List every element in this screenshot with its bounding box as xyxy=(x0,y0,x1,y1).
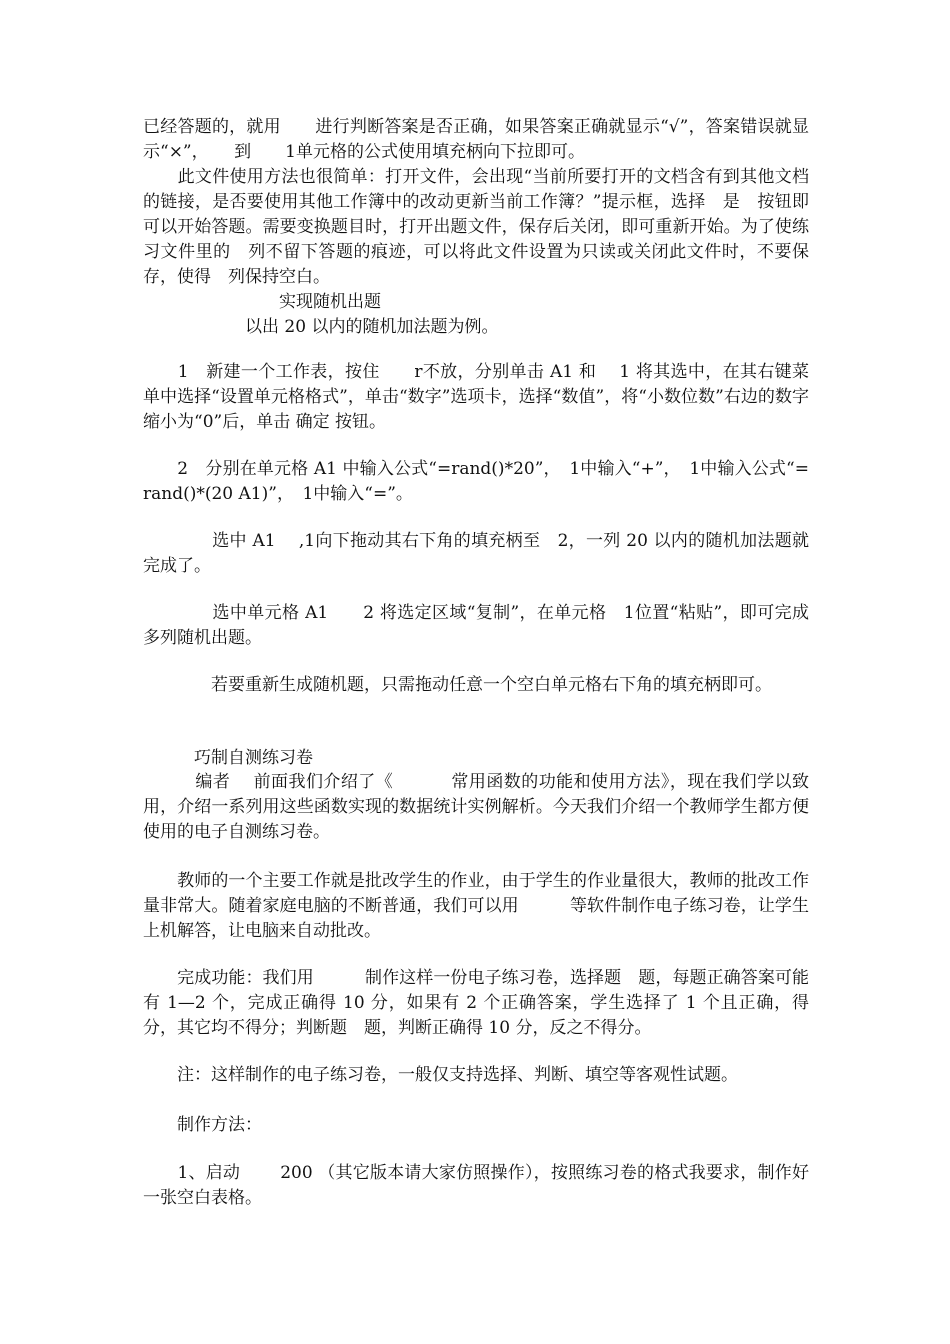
paragraph-regenerate: 若要重新生成随机题，只需拖动任意一个空白单元格右下角的填充柄即可。 xyxy=(143,675,772,695)
paragraph-step-1: 1 新建一个工作表，按住 r不放，分别单击 A1 和 1 将其选中，在其右键菜单中选择“设置单元格格式”，单击“数字”选项卡，选择“数值”，将“小数位数”右边的数字缩小为“0”后，单击 确定 按钮。 xyxy=(143,362,809,432)
paragraph-step-2: 2 分别在单元格 A1 中输入公式“=rand()*20”， 1中输入“+”， 1中输入公式“=rand()*(20 A1)”， 1中输入“=”。 xyxy=(143,459,809,504)
paragraph-method-step-1: 1、启动 200 （其它版本请大家仿照操作），按照练习卷的格式我要求，制作好一张空白表格。 xyxy=(143,1163,809,1208)
paragraph-usage: 此文件使用方法也很简单：打开文件，会出现“当前所要打开的文档含有到其他文档的链接，是否要使用其他工作簿中的改动更新当前工作簿？”提示框，选择 是 按钮即可以开始答题。需要变换题目时，打开出题文件，保存后关闭，即可重新开始。为了使练习文件里的 列不留下答题的痕迹，可以将此文件设置为只读或关闭此文件时，不要保存，使得 列保持空白。 xyxy=(143,167,809,287)
heading-random-questions: 实现随机出题 xyxy=(143,292,381,312)
paragraph-editor-note: 编者 前面我们介绍了《 常用函数的功能和使用方法》，现在我们学以致用，介绍一系列用这些函数实现的数据统计实例解析。今天我们介绍一个教师学生都方便使用的电子自测练习卷。 xyxy=(143,772,809,842)
paragraph-step-4: 选中单元格 A1 2 将选定区域“复制”，在单元格 1位置“粘贴”，即可完成多列随机出题。 xyxy=(143,603,809,648)
paragraph-functions: 完成功能：我们用 制作这样一份电子练习卷，选择题 题，每题正确答案可能有 1—2 个，完成正确得 10 分，如果有 2 个正确答案，学生选择了 1 个且正确，得 分，其它均不得分；判断题 题，判断正确得 10 分，反之不得分。 xyxy=(143,968,826,1038)
paragraph-answer-check: 已经答题的，就用 进行判断答案是否正确，如果答案正确就显示“√”，答案错误就显示“×”， 到 1单元格的公式使用填充柄向下拉即可。 xyxy=(143,117,809,162)
heading-self-test: 巧制自测练习卷 xyxy=(143,748,313,768)
paragraph-step-3: 选中 A1 ,1向下拖动其右下角的填充柄至 2，一列 20 以内的随机加法题就完成了。 xyxy=(143,531,809,576)
paragraph-example-intro: 以出 20 以内的随机加法题为例。 xyxy=(143,317,499,337)
heading-method: 制作方法： xyxy=(143,1115,262,1135)
paragraph-teacher-work: 教师的一个主要工作就是批改学生的作业，由于学生的作业量很大，教师的批改工作量非常大。随着家庭电脑的不断普通，我们可以用 等软件制作电子练习卷，让学生上机解答，让电脑来自动批改。 xyxy=(143,871,809,941)
paragraph-note: 注：这样制作的电子练习卷，一般仅支持选择、判断、填空等客观性试题。 xyxy=(143,1065,738,1085)
